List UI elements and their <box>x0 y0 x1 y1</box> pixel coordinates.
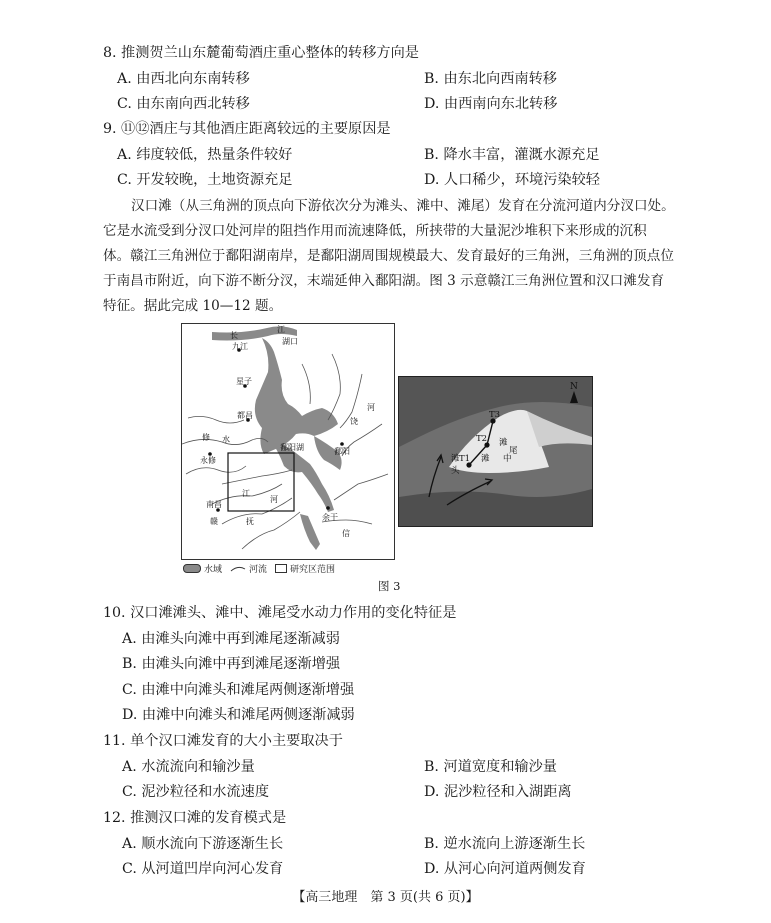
river-swatch <box>230 565 246 573</box>
q12-option-b: B. 逆水流向上游逐渐生长 <box>424 836 586 852</box>
yugan-dot <box>326 506 330 510</box>
passage-line-1: 汉口滩（从三角洲的顶点向下游依次分为滩头、滩中、滩尾）发育在分流河道内分汊口处。 <box>131 198 675 214</box>
poyang-dot <box>340 442 344 446</box>
passage-line-2: 它是水流受到分汊口处河岸的阻挡作用而流速降低，所挟带的大量泥沙堆积下来形成的沉积 <box>103 223 647 239</box>
map-label-xin: 信 <box>342 529 350 538</box>
map-label-gan: 赣 <box>210 517 218 526</box>
map-label-yugan: 余干 <box>322 513 338 522</box>
map-legend <box>183 562 335 575</box>
label-t1: T1 <box>459 454 471 464</box>
map-label-rao: 饶 <box>350 417 358 426</box>
photo-svg <box>399 377 592 526</box>
map-label-jiujiang: 九江 <box>232 342 248 351</box>
map-label-jiang2: 江 <box>242 489 250 498</box>
q10-stem: 10. 汉口滩滩头、滩中、滩尾受水动力作用的变化特征是 <box>103 605 457 621</box>
label-tan-mid-1: 滩 <box>481 454 490 464</box>
q12-stem: 12. 推测汉口滩的发育模式是 <box>103 810 287 826</box>
passage-line-5: 特征。据此完成 10—12 题。 <box>103 298 283 314</box>
q11-option-b: B. 河道宽度和输沙量 <box>424 759 557 775</box>
passage-line-4: 于南昌市附近，向下游不断分汊，末端延伸入鄱阳湖。图 3 示意赣江三角洲位置和汉口滩发育 <box>103 273 665 289</box>
page-footer: 【高三地理 第 3 页(共 6 页)】 <box>292 890 479 905</box>
lake-south-arm <box>300 514 320 550</box>
map-label-hukou: 湖口 <box>282 337 298 346</box>
q8-option-a: A. 由西北向东南转移 <box>117 71 250 87</box>
q12-option-a: A. 顺水流向下游逐渐生长 <box>122 836 284 852</box>
q9-option-a: A. 纬度较低，热量条件较好 <box>117 147 293 163</box>
q11-option-a: A. 水流流向和输沙量 <box>122 759 255 775</box>
label-tan-tail-1: 滩 <box>499 438 508 448</box>
water-swatch <box>183 564 201 573</box>
legend-study <box>275 562 335 575</box>
q9-option-b: B. 降水丰富，灌溉水源充足 <box>424 147 600 163</box>
q9-stem: 9. ⑪⑫酒庄与其他酒庄距离较远的主要原因是 <box>103 121 391 137</box>
map-label-he2: 河 <box>270 495 278 504</box>
north-label: N <box>570 382 578 392</box>
map-label-poyang: 鄱阳 <box>334 447 350 456</box>
label-tou: 头 <box>451 466 460 476</box>
study-swatch <box>275 564 287 573</box>
q11-option-d: D. 泥沙粒径和入湖距离 <box>424 784 572 800</box>
label-zhong: 中 <box>503 454 512 464</box>
q9-option-d: D. 人口稀少，环境污染较轻 <box>424 172 600 188</box>
figure-caption: 图 3 <box>378 579 401 593</box>
bar-satellite-image <box>398 376 593 527</box>
poyang-lake-north <box>255 338 338 454</box>
map-label-poyanghu: 鄱阳湖 <box>280 443 304 452</box>
map-label-xiu: 修 <box>202 433 210 442</box>
map-svg <box>182 324 394 559</box>
map-label-jiang1: 江 <box>277 325 285 334</box>
label-t3: T3 <box>489 410 501 420</box>
delta-location-map <box>181 323 395 560</box>
q11-stem: 11. 单个汉口滩发育的大小主要取决于 <box>103 733 343 749</box>
legend-water-label: 水域 <box>204 565 223 575</box>
passage-line-3: 体。赣江三角洲位于鄱阳湖南岸，是鄱阳湖周围规模最大、发育最好的三角洲，三角洲的顶点位 <box>103 248 674 264</box>
label-wei: 尾 <box>509 446 518 456</box>
q12-option-d: D. 从河心向河道两侧发育 <box>424 861 586 877</box>
q9-option-c: C. 开发较晚，土地资源充足 <box>117 172 293 188</box>
legend-water <box>183 562 222 575</box>
map-label-yongxiu: 永修 <box>200 456 216 465</box>
map-label-chang: 长 <box>230 331 238 340</box>
map-label-duchang: 都昌 <box>237 411 253 420</box>
q8-option-d: D. 由西南向东北转移 <box>424 96 558 112</box>
q10-option-d: D. 由滩中向滩头和滩尾两侧逐渐减弱 <box>122 707 355 723</box>
map-label-he1: 河 <box>367 403 375 412</box>
map-label-nanchang: 南昌 <box>206 500 222 509</box>
map-label-shui: 水 <box>222 435 230 444</box>
label-tan-head-1: 滩 <box>451 454 460 464</box>
q10-option-a: A. 由滩头向滩中再到滩尾逐渐减弱 <box>122 631 340 647</box>
map-label-fu: 抚 <box>246 517 254 526</box>
legend-river-label: 河流 <box>249 565 268 575</box>
map-label-xingzi: 星子 <box>236 377 252 386</box>
q8-stem: 8. 推测贺兰山东麓葡萄酒庄重心整体的转移方向是 <box>103 45 419 61</box>
q12-option-c: C. 从河道凹岸向河心发育 <box>122 861 284 877</box>
q10-option-b: B. 由滩头向滩中再到滩尾逐渐增强 <box>122 656 341 672</box>
q8-option-c: C. 由东南向西北转移 <box>117 96 250 112</box>
label-t2: T2 <box>476 434 488 444</box>
legend-river <box>230 562 267 575</box>
q8-option-b: B. 由东北向西南转移 <box>424 71 557 87</box>
q11-option-c: C. 泥沙粒径和水流速度 <box>122 784 270 800</box>
legend-study-label: 研究区范围 <box>290 565 336 575</box>
q10-option-c: C. 由滩中向滩头和滩尾两侧逐渐增强 <box>122 682 355 698</box>
